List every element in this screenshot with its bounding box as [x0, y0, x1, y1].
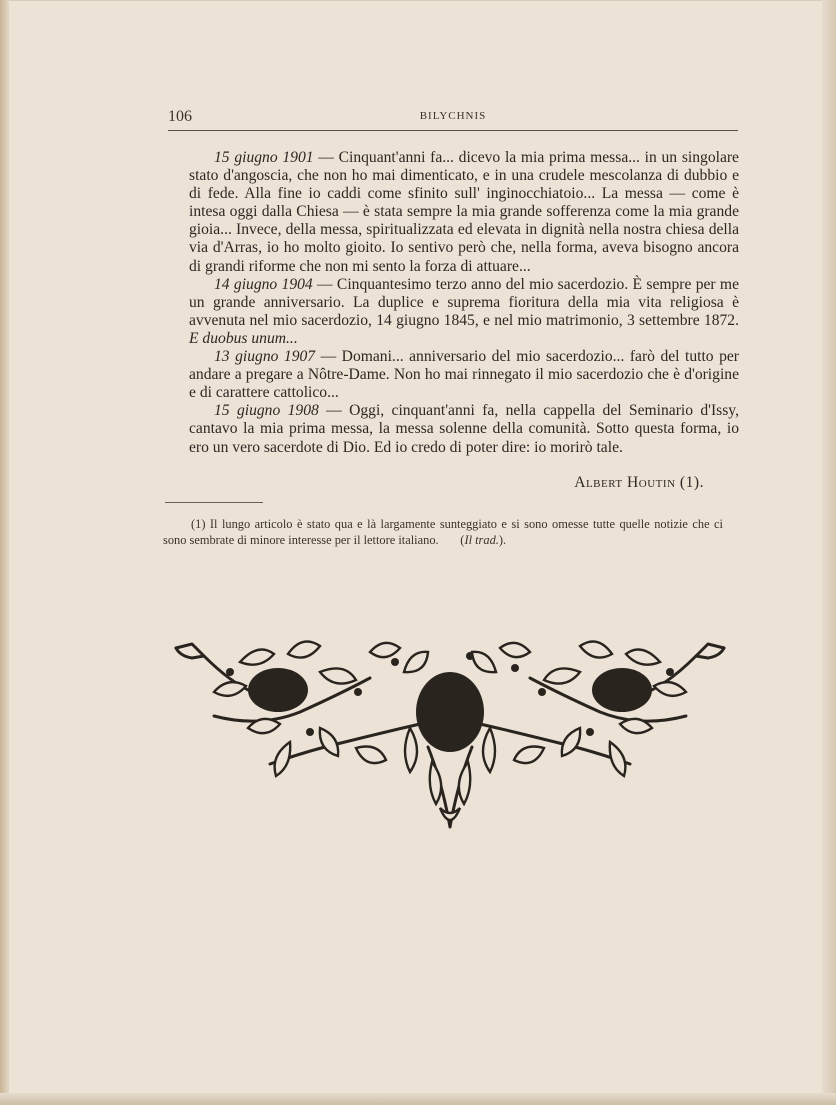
- footnote: [163, 517, 723, 548]
- diary-entry: [189, 402, 739, 456]
- diary-entry: [189, 149, 739, 276]
- footnote-attribution-open: (: [460, 532, 465, 547]
- entry-text: — Cinquant'anni fa... dicevo la mia prima messa... in un singolare stato d'angoscia, che non ho mai dimenticato, e in una crudele mescolanza di dubbio e di fede. Alla fine io caddi come sfinito sull' inginocchiatoio... La messa — come è intesa oggi dalla Chiesa — è stata sempre la mia grande sofferenza come la mia grande gioia... Invece, della messa, spiritualizzata ed elevata in dignità nella nostra chiesa della via d'Arras, io ho molto gioito. Io sentivo però che, nella forma, aveva bisogno ancora di grandi riforme che non mi sento la forza di attuare...: [189, 149, 739, 275]
- journal-title: BILYCHNIS: [419, 110, 487, 122]
- entry-date: 13 giugno 1907: [214, 348, 316, 366]
- entry-date: 14 giugno 1904: [214, 275, 313, 293]
- left-fruit: [248, 668, 308, 712]
- footnote-text: (1) Il lungo articolo è stato qua e là largamente sunteggiato e si sono omesse tutte quelle notizie che ci sono sembrate di minore interesse per il lettore italiano.: [163, 517, 723, 547]
- diary-entries: [189, 149, 739, 457]
- center-fruit: [416, 672, 484, 752]
- footnote-attribution-close: ).: [498, 532, 507, 547]
- page-number: 106: [168, 108, 192, 125]
- running-head: [168, 108, 738, 130]
- entry-text: — Cinquantesimo terzo anno del mio sacerdozio. È sempre per me un grande anniversario. La duplice e suprema fioritura della mia vita religiosa è avvenuta nel mio sacerdozio, 14 giugno 1845, e nel mio matrimonio, 3 settembre 1872.: [189, 275, 739, 329]
- page-bottom-edge: [0, 1093, 836, 1105]
- footnote-rule: [165, 502, 263, 503]
- diary-entry: [189, 276, 739, 348]
- laurel-ornament: [170, 632, 730, 837]
- entry-text: — Oggi, cinquant'anni fa, nella cappella del Seminario d'Issy, cantavo la mia prima messa, la messa solenne della comunità. Sotto questa forma, io ero un vero sacerdote di Dio. Ed io credo di poter dire: io morirò tale.: [189, 402, 739, 456]
- footnote-attribution: Il trad.: [464, 532, 499, 547]
- page-left-edge: [0, 0, 9, 1105]
- header-rule: [168, 130, 738, 131]
- entry-motto: E duobus unum...: [189, 329, 298, 347]
- author-signature: Albert Houtin (1).: [574, 474, 704, 491]
- entry-date: 15 giugno 1901: [214, 149, 314, 166]
- entry-date: 15 giugno 1908: [214, 402, 319, 420]
- diary-entry: [189, 348, 739, 402]
- entry-text: — Domani... anniversario del mio sacerdozio... farò del tutto per andare a pregare a Nôtre-Dame. Non ho mai rinnegato il mio sacerdozio che è d'origine e di carattere cattolico...: [189, 348, 739, 402]
- right-fruit: [592, 668, 652, 712]
- page-right-edge: [822, 0, 836, 1105]
